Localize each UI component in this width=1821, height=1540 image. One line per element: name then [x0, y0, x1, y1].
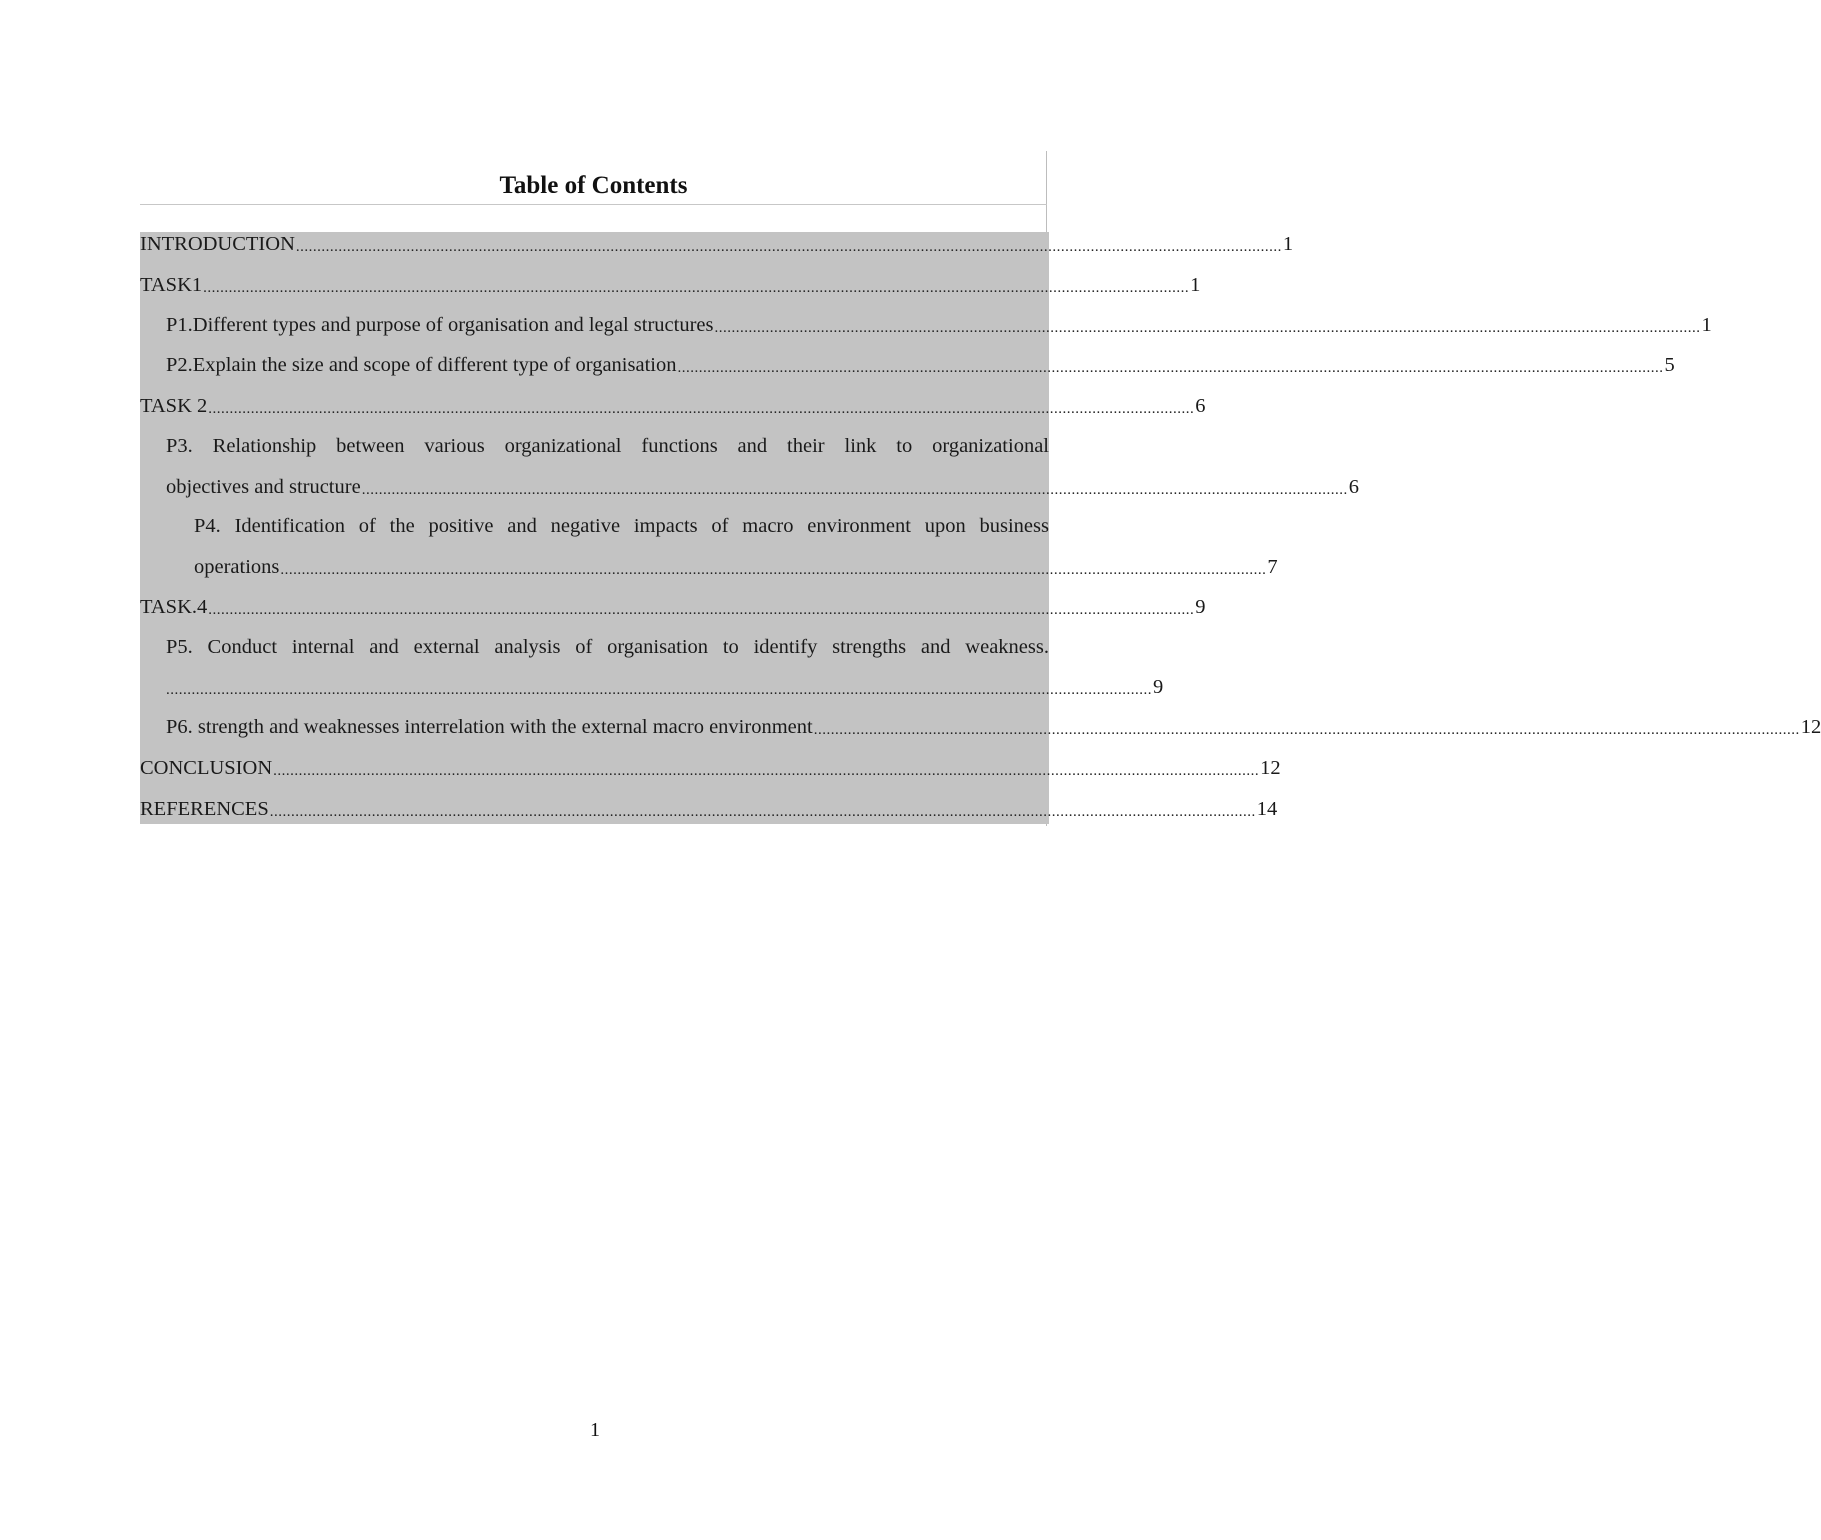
toc-entry-text: P3. Relationship between various organizational functions and their link to organizational: [166, 435, 1049, 457]
toc-entry-p3-line1[interactable]: [166, 434, 1049, 474]
toc-entry-p2[interactable]: [166, 353, 1675, 393]
toc-entry-p1[interactable]: [166, 313, 1712, 353]
toc-entry-conclusion[interactable]: [140, 756, 1281, 796]
toc-page-number: 12: [1800, 716, 1821, 738]
footer-page-number: 1: [590, 1419, 600, 1441]
toc-leader-dots: ........................................................................................................................................................................................................................................: [361, 482, 1348, 498]
toc-entry-task4[interactable]: [140, 595, 1206, 635]
toc-leader-dots: ........................................................................................................................................................................................................................................: [208, 602, 1195, 618]
toc-title: Table of Contents: [499, 172, 688, 199]
toc-leader-dots: ........................................................................................................................................................................................................................................: [166, 682, 1152, 698]
toc-entry-references[interactable]: [140, 797, 1278, 837]
toc-entry-introduction[interactable]: [140, 232, 1294, 272]
toc-entry-p4-line1[interactable]: [194, 514, 1049, 554]
toc-entry-p4-line2[interactable]: [194, 555, 1278, 595]
toc-leader-dots: ........................................................................................................................................................................................................................................: [295, 239, 1282, 255]
toc-entry-text: objectives and structure: [166, 476, 361, 498]
toc-entry-p6[interactable]: [166, 715, 1821, 755]
toc-leader-dots: ........................................................................................................................................................................................................................................: [269, 804, 1256, 820]
toc-entry-text: operations: [194, 556, 280, 578]
toc-entry-task2[interactable]: [140, 394, 1206, 434]
toc-leader-dots: ........................................................................................................................................................................................................................................: [677, 360, 1664, 376]
toc-leader-dots: ........................................................................................................................................................................................................................................: [813, 722, 1800, 738]
toc-page-number: 14: [1256, 798, 1278, 820]
toc-entry-text: INTRODUCTION: [140, 233, 295, 255]
toc-entry-text: CONCLUSION: [140, 757, 273, 779]
toc-entry-text: P1.Different types and purpose of organisation and legal structures: [166, 314, 714, 336]
toc-leader-dots: ........................................................................................................................................................................................................................................: [714, 320, 1701, 336]
toc-page-number: 1: [1190, 274, 1201, 296]
toc-page-number: 7: [1267, 556, 1278, 578]
toc-page-number: 12: [1260, 757, 1281, 779]
toc-entry-p5-line1[interactable]: [166, 635, 1049, 675]
toc-leader-dots: ........................................................................................................................................................................................................................................: [203, 280, 1190, 296]
toc-heading-block: [140, 166, 1047, 205]
toc-entry-p3-line2[interactable]: [166, 475, 1359, 515]
toc-entry-text: P5. Conduct internal and external analysis of organisation to identify strengths and weakness.: [166, 636, 1049, 658]
toc-page-number: 9: [1195, 596, 1206, 618]
toc-page-number: 6: [1348, 476, 1359, 498]
toc-entry-text: P2.Explain the size and scope of different type of organisation: [166, 354, 677, 376]
toc-page-number: 1: [1701, 314, 1712, 336]
toc-entry-text: REFERENCES: [140, 798, 269, 820]
toc-page-number: 6: [1195, 395, 1206, 417]
toc-leader-dots: ........................................................................................................................................................................................................................................: [273, 763, 1260, 779]
toc-entry-text: P6. strength and weaknesses interrelation with the external macro environment: [166, 716, 813, 738]
toc-page-number: 5: [1664, 354, 1675, 376]
toc-entry-p5-line2[interactable]: [166, 675, 1164, 715]
toc-entry-text: TASK 2: [140, 395, 208, 417]
toc-entry-text: TASK.4: [140, 596, 208, 618]
toc-entry-text: P4. Identification of the positive and negative impacts of macro environment upon business: [194, 515, 1049, 537]
toc-leader-dots: ........................................................................................................................................................................................................................................: [208, 401, 1195, 417]
toc-entry-text: TASK1: [140, 274, 203, 296]
toc-page-number: 1: [1282, 233, 1294, 255]
toc-entry-task1[interactable]: [140, 273, 1201, 313]
toc-leader-dots: ........................................................................................................................................................................................................................................: [280, 562, 1267, 578]
toc-page-number: 9: [1153, 676, 1164, 698]
